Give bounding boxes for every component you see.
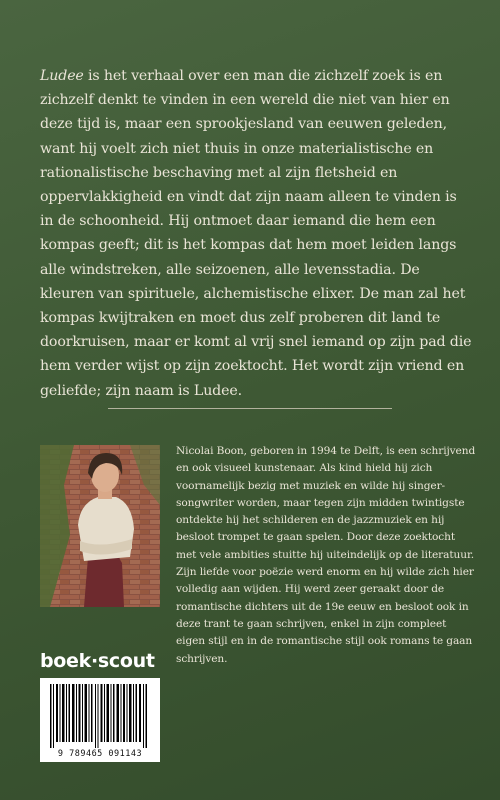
author-photo (40, 445, 160, 607)
barcode (40, 678, 160, 762)
author-bio: Nicolai Boon, geboren in 1994 te Delft, is een schrijvend en ook visueel kunstenaar. Als kind hield hij zich voornamelijk bezig met muziek en wilde hij singer-songwriter worden, maar tegen zijn midden twintigste ontdekte hij het schilderen en de jazzmuziek en hij besloot trompet te gaan spelen. Door deze zoektocht met vele ambities stuitte hij uiteindelijk op de literatuur. Zijn liefde voor poëzie werd enorm en hij wilde zich hier volledig aan wijden. Hij werd zeer geraakt door de romantische dichters uit de 19e eeuw en besloot ook in deze trant te gaan schrijven, enkel in zijn compleet eigen stijl en in de romantische stijl ook romans te gaan schrijven. (176, 445, 476, 665)
book-title-italic: Ludee (40, 68, 84, 84)
divider-line (108, 408, 392, 409)
back-cover-blurb (40, 64, 472, 403)
blurb-text: is het verhaal over een man die zichzelf zoek is en zichzelf denkt te vinden in een wereld die niet van hier en deze tijd is, maar een sprookjesland van eeuwen geleden, want hij voelt zich niet thuis in onze materialistische en rationalistische beschaving met al zijn fletsheid en oppervlakkigheid en vindt dat zijn naam alleen te vinden is in de schoonheid. Hij ontmoet daar iemand die hem een kompas geeft; dit is het kompas dat hem moet leiden langs alle windstreken, alle seizoenen, alle levensstadia. De kleuren van spirituele, alchemistische elixer. De man zal het kompas kwijtraken en moet dus zelf proberen dit land te doorkruisen, maar er komt al vrij snel iemand op zijn pad die hem verder wijst op zijn zoektocht. Het wordt zijn vriend en geliefde; zijn naam is Ludee. (40, 68, 472, 399)
publisher-logo: boek·scout (40, 650, 155, 672)
isbn-number: 9 789465 091143 (57, 749, 143, 759)
